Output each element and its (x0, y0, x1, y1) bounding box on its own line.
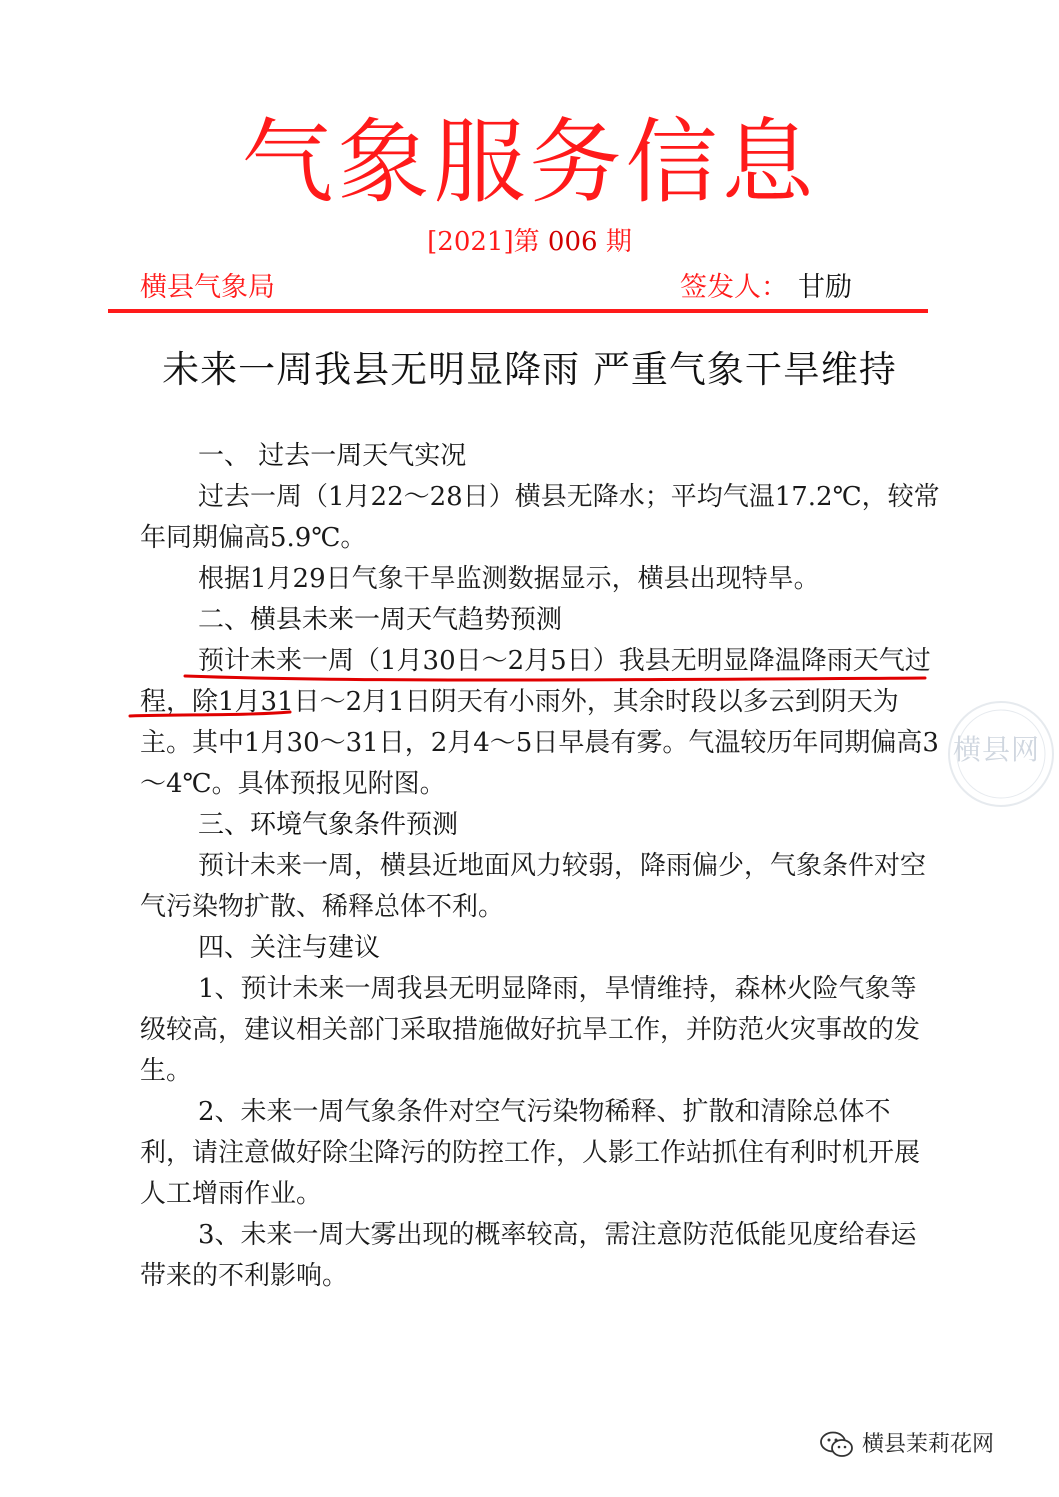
paragraph: 过去一周（1月22～28日）横县无降水；平均气温17.2℃，较常年同期偏高5.9℃。 (140, 482, 940, 553)
section-heading-2: 二、横县未来一周天气趋势预测 (198, 605, 563, 635)
paragraph: 3、未来一周大雾出现的概率较高，需注意防范低能见度给春运带来的不利影响。 (140, 1220, 917, 1291)
footer-brand-name: 横县茉莉花网 (862, 1432, 995, 1457)
paragraph: 预计未来一周，横县近地面风力较弱，降雨偏少，气象条件对空气污染物扩散、稀释总体不利。 (140, 851, 927, 922)
signer-label: 签发人： (680, 272, 788, 303)
issue-year: [2021] (427, 227, 514, 257)
section-heading-3: 三、环境气象条件预测 (198, 810, 459, 840)
watermark-text: 横县网 (953, 733, 1041, 766)
issue-num: 006 (547, 227, 598, 257)
footer-brand (820, 1430, 994, 1460)
paragraph: 2、未来一周气象条件对空气污染物稀释、扩散和清除总体不利，请注意做好除尘降污的防控工作，人影工作站抓住有利时机开展人工增雨作业。 (140, 1097, 921, 1209)
issue-qi: 期 (605, 227, 632, 257)
section-heading-4: 四、关注与建议 (198, 933, 381, 963)
paragraph: 根据1月29日气象干旱监测数据显示，横县出现特旱。 (198, 564, 820, 594)
document-body (140, 436, 940, 1297)
wechat-icon (820, 1431, 854, 1459)
red-divider (108, 309, 928, 313)
paragraph: 1、预计未来一周我县无明显降雨，旱情维持，森林火险气象等级较高，建议相关部门采取措施做好抗旱工作，并防范火灾事故的发生。 (140, 974, 921, 1086)
issue-number (0, 222, 1059, 262)
paragraph: 预计未来一周（1月30日～2月5日）我县无明显降温降雨天气过程，除1月31日～2月1日阴天有小雨外，其余时段以多云到阴天为主。其中1月30～31日，2月4～5日早晨有雾。气温较历年同期偏高3～4℃。具体预报见附图。 (140, 646, 939, 799)
masthead-title: 气象服务信息 (241, 109, 818, 216)
section-heading-1: 一、 过去一周天气实况 (198, 441, 467, 471)
issue-di: 第 (513, 227, 540, 257)
signer (680, 268, 852, 308)
document-headline: 未来一周我县无明显降雨 严重气象干旱维持 (162, 348, 897, 391)
agency-name: 横县气象局 (140, 272, 275, 303)
signer-name: 甘励 (798, 272, 852, 303)
